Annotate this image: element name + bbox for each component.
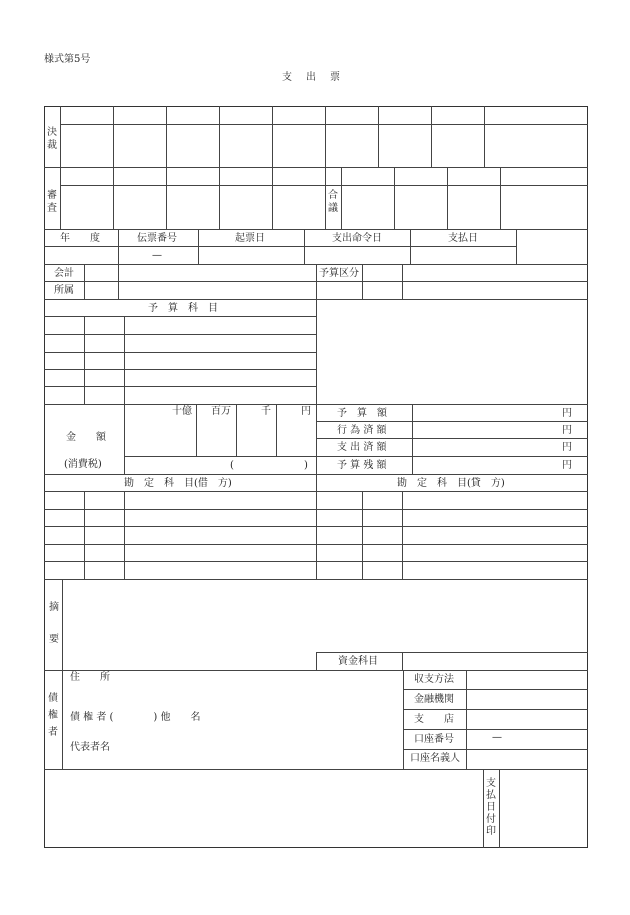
ruled-line <box>341 167 342 229</box>
ruled-line <box>44 491 588 492</box>
paren-open: ( <box>230 460 234 471</box>
kanjo-kari-label: 勘 定 科 目(借 方) <box>124 478 232 489</box>
ruled-line <box>304 229 305 264</box>
denpyo-dash: — <box>152 250 162 261</box>
ruled-line <box>44 769 588 770</box>
ruled-line <box>84 316 85 404</box>
ruled-line <box>118 229 119 264</box>
yosan-zan-label: 予 算 残 額 <box>337 460 387 471</box>
denpyo-bango-label: 伝票番号 <box>137 233 177 244</box>
ruled-line <box>516 229 517 264</box>
ruled-line <box>431 106 432 168</box>
ruled-line <box>484 106 485 168</box>
gougi-label: 合議 <box>328 190 338 214</box>
ruled-line <box>362 264 363 299</box>
shiten-label: 支 店 <box>414 714 454 725</box>
ruled-line <box>276 404 277 456</box>
shiharai-hizuke-label: 支払日付印 <box>486 778 496 837</box>
form-number: 様式第5号 <box>44 54 91 65</box>
ruled-line <box>499 769 500 848</box>
ruled-line <box>236 404 237 456</box>
ruled-line <box>60 185 588 186</box>
ruled-line <box>60 106 61 168</box>
ruled-line <box>219 106 220 168</box>
ruled-line <box>118 264 119 299</box>
ruled-line <box>113 106 114 168</box>
ruled-line <box>124 456 316 457</box>
ruled-line <box>403 709 588 710</box>
yosan-kubun-label: 予算区分 <box>319 268 359 279</box>
ruled-line <box>84 264 85 299</box>
shikin-kamoku-label: 資金科目 <box>338 656 378 667</box>
ruled-line <box>402 264 403 299</box>
kinyu-kikan-label: 金融機関 <box>414 694 454 705</box>
kihyo-bi-label: 起票日 <box>235 233 265 244</box>
ruled-line <box>124 404 125 474</box>
koza-bango-label: 口座番号 <box>414 734 454 745</box>
ruled-line <box>44 561 588 562</box>
ruled-line <box>466 670 467 769</box>
tekiyo-label-2: 要 <box>49 634 59 645</box>
ruled-line <box>403 729 588 730</box>
ruled-line <box>500 167 501 229</box>
juoku-label: 十億 <box>172 406 192 417</box>
ruled-line <box>44 167 588 168</box>
shishutsu-zumi-label: 支 出 済 額 <box>337 442 387 453</box>
kingaku-label: 金 額 <box>66 432 106 443</box>
ruled-line <box>44 246 516 247</box>
ruled-line <box>60 167 61 229</box>
kanjo-kashi-label: 勘 定 科 目(貸 方) <box>397 478 505 489</box>
yen-unit-3: 円 <box>562 442 572 453</box>
ruled-line <box>219 167 220 229</box>
hyakuman-label: 百万 <box>211 406 231 417</box>
ruled-line <box>272 167 273 229</box>
koza-dash: — <box>492 732 502 743</box>
ruled-line <box>325 106 326 168</box>
ruled-line <box>44 670 588 671</box>
ruled-line <box>44 526 588 527</box>
yosan-gaku-label: 予 算 額 <box>337 408 387 419</box>
shushi-hoho-label: 収支方法 <box>414 674 454 685</box>
ruled-line <box>316 652 317 670</box>
kessai-label: 決裁 <box>47 127 57 151</box>
ruled-line <box>124 316 125 404</box>
ruled-line <box>316 404 317 474</box>
ruled-line <box>316 264 317 299</box>
ruled-line <box>44 509 588 510</box>
ruled-line <box>62 579 63 769</box>
saikensha-vertical-label: 債権者 <box>48 693 58 738</box>
ruled-line <box>44 544 588 545</box>
paren-close: ) <box>304 460 308 471</box>
ruled-line <box>44 229 588 230</box>
shohizei-label: (消費税) <box>64 459 102 470</box>
ruled-line <box>272 106 273 168</box>
ruled-line <box>166 106 167 168</box>
ruled-line <box>403 670 404 769</box>
ruled-line <box>113 167 114 229</box>
kaikei-label: 会計 <box>54 268 74 279</box>
ruled-line <box>316 456 588 457</box>
yosan-kamoku-label: 予 算 科 目 <box>148 303 218 314</box>
ruled-line <box>378 106 379 168</box>
ruled-line <box>403 749 588 750</box>
saikensha-line: 債 権 者 ( ) 他 名 <box>70 712 201 723</box>
ruled-line <box>84 491 85 579</box>
ruled-line <box>394 167 395 229</box>
jusho-label: 住 所 <box>70 672 110 683</box>
ruled-line <box>60 124 588 125</box>
ruled-line <box>316 438 588 439</box>
ruled-line <box>316 421 588 422</box>
tekiyo-label-1: 摘 <box>49 602 59 613</box>
ruled-line <box>402 491 403 579</box>
page-title: 支 出 票 <box>282 72 342 83</box>
ruled-line <box>198 229 199 264</box>
daihyosha-label: 代表者名 <box>70 742 110 753</box>
yen-unit-1: 円 <box>562 408 572 419</box>
shozoku-label: 所属 <box>54 285 74 296</box>
ruled-line <box>316 652 588 653</box>
ruled-line <box>447 167 448 229</box>
ruled-line <box>410 229 411 264</box>
ruled-line <box>196 404 197 456</box>
ruled-line <box>316 299 317 404</box>
shiharai-bi-label: 支払日 <box>448 233 478 244</box>
ruled-line <box>403 689 588 690</box>
ruled-line <box>166 167 167 229</box>
yen-unit-4: 円 <box>562 460 572 471</box>
koui-zumi-label: 行 為 済 額 <box>337 425 387 436</box>
ruled-line <box>412 404 413 474</box>
ruled-line <box>124 491 125 579</box>
shishutsu-meirei-bi-label: 支出命令日 <box>332 233 382 244</box>
ruled-line <box>44 579 588 580</box>
nendo-label: 年 度 <box>60 233 100 244</box>
yen-unit-2: 円 <box>562 425 572 436</box>
ruled-line <box>362 491 363 579</box>
sen-label: 千 <box>261 406 271 417</box>
ruled-line <box>402 652 403 670</box>
shinsa-label: 審査 <box>47 190 57 214</box>
en-label: 円 <box>301 406 311 417</box>
koza-meigi-label: 口座名義人 <box>410 753 460 764</box>
